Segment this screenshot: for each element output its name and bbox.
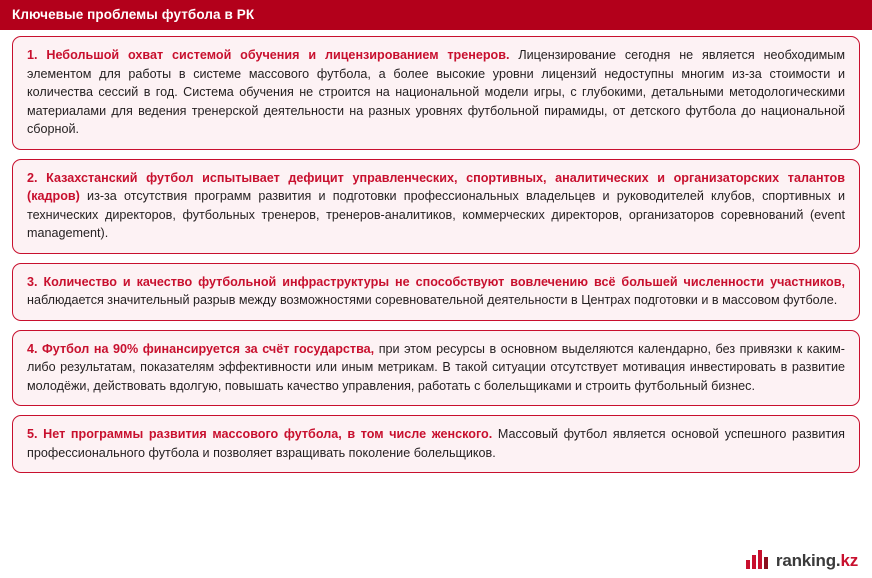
item-lead: Нет программы развития массового футбола, в том числе женского.	[37, 427, 493, 441]
item-lead: Количество и качество футбольной инфраструктуры не способствуют вовлечению всё большей численности участников,	[37, 274, 845, 289]
logo-text-accent: kz	[840, 551, 858, 570]
item-number: 1.	[27, 48, 38, 62]
item-body: из-за отсутствия программ развития и подготовки профессиональных владельцев и руководителей клубов, спортивных и технических директоров, футбольных тренеров, тренеров-аналитиков, коммерческих директоров, организаторов соревнований (event management).	[27, 189, 845, 240]
page-title: Ключевые проблемы футбола в РК	[12, 7, 255, 22]
document-header	[0, 0, 872, 30]
item-lead: Казахстанский футбол испытывает дефицит управленческих, спортивных, аналитических и организаторских талантов (кадров)	[27, 170, 845, 203]
logo-text-main: ranking.	[775, 551, 841, 570]
list-item	[12, 330, 860, 407]
list-item	[12, 36, 860, 150]
logo-text	[776, 552, 858, 569]
item-number: 4.	[27, 341, 38, 356]
item-body: наблюдается значительный разрыв между возможностями соревновательной деятельности в Центрах подготовки и в массовом футболе.	[27, 293, 838, 307]
bar-chart-icon	[746, 549, 770, 569]
item-number: 3.	[27, 274, 38, 289]
item-number: 5.	[27, 427, 38, 441]
document-footer	[0, 536, 872, 578]
ranking-kz-logo	[746, 545, 858, 569]
item-body: Лицензирование сегодня не является необходимым элементом для работы в системе массового футбола, а более высокие уровни лицензий недоступны многим из-за стоимости и количества сессий в год. Система обучения не строится на национальной модели игры, с глубокими, детальными методологическими материалами для ведения тренерской деятельности на разных уровнях футбольной пирамиды, от детского футбола до национальной сборной.	[27, 48, 845, 136]
item-body: Массовый футбол является основой успешного развития профессионального футбола и позволяет взращивать поколение болельщиков.	[27, 427, 845, 460]
item-lead: Небольшой охват системой обучения и лицензированием тренеров.	[37, 48, 510, 62]
item-lead: Футбол на 90% финансируется за счёт государства,	[37, 341, 375, 356]
item-body: при этом ресурсы в основном выделяются календарно, без привязки к каким-либо результатам, показателям эффективности или иным метрикам. В такой ситуации отсутствует мотивация инвестировать в развитие молодёжи, действовать вдолгую, повышать качество управления, работать с болельщиками и строить футбольный бизнес.	[27, 341, 845, 393]
list-item	[12, 159, 860, 254]
item-number: 2.	[27, 170, 38, 185]
list-item	[12, 415, 860, 473]
list-item	[12, 263, 860, 321]
problem-list	[12, 36, 860, 482]
header-divider	[0, 30, 872, 33]
